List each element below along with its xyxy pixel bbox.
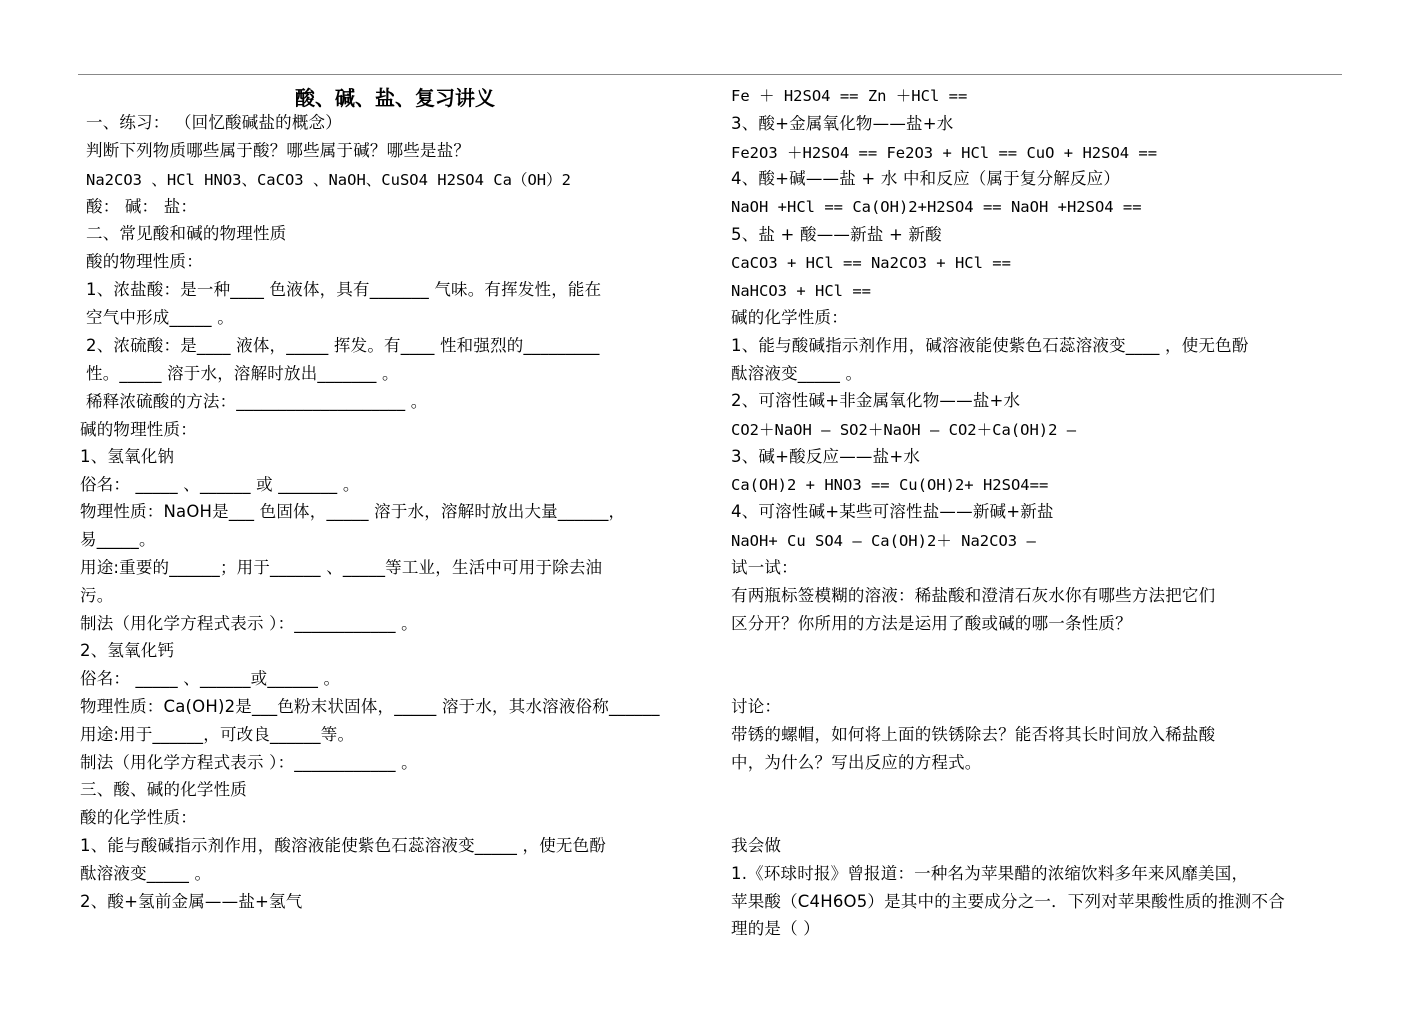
formula-line: NaHCO3 + HCl == (731, 282, 871, 300)
page-title: 酸、碱、盐、复习讲义 (295, 86, 495, 110)
section-heading: 我会做 (731, 836, 782, 855)
top-rule (78, 74, 1342, 75)
text-line: 中，为什么？写出反应的方程式。 (731, 753, 982, 772)
text-line: 空气中形成_____ 。 (86, 308, 234, 327)
text-line: 1、氢氧化钠 (80, 447, 175, 466)
text-line: 一、练习： （回忆酸碱盐的概念） (86, 113, 342, 132)
formula-line: CO2＋NaOH — SO2＋NaOH — CO2＋Ca(OH)2 — (731, 421, 1077, 439)
text-line: 酸的化学性质： (80, 808, 197, 827)
text-line: 苹果酸（C4H6O5）是其中的主要成分之一．下列对苹果酸性质的推测不合 (731, 892, 1285, 911)
text-line: 判断下列物质哪些属于酸？哪些属于碱？哪些是盐？ (86, 141, 471, 160)
formula-line: NaOH+ Cu SO4 — Ca(OH)2＋ Na2CO3 — (731, 532, 1036, 550)
formula-line: Fe2O3 ＋H2SO4 == Fe2O3 + HCl == CuO + H2SO4 == (731, 144, 1158, 162)
text-line: 用途:重要的______；用于______ 、_____等工业，生活中可用于除去油 (80, 558, 603, 577)
text-line: 稀释浓硫酸的方法：____________________ 。 (86, 392, 428, 411)
text-line: 3、酸+金属氧化物——盐+水 (731, 114, 954, 133)
text-line: 酞溶液变_____ 。 (731, 364, 863, 383)
formula-line: NaOH +HCl == Ca(OH)2+H2SO4 == NaOH +H2SO4 == (731, 198, 1142, 216)
formula-line: Fe ＋ H2SO4 == Zn ＋HCl == (731, 87, 968, 105)
formula-line: CaCO3 + HCl == Na2CO3 + HCl == (731, 254, 1011, 272)
text-line: 物理性质：NaOH是___ 色固体，_____ 溶于水，溶解时放出大量______， (80, 502, 626, 521)
text-line: 俗名： _____ 、______ 或 _______ 。 (80, 475, 360, 494)
text-line: 俗名： _____ 、______或______ 。 (80, 669, 341, 688)
text-line: 1、浓盐酸：是一种____ 色液体，具有_______ 气味。有挥发性，能在 (86, 280, 602, 299)
text-line: 3、碱+酸反应——盐+水 (731, 447, 921, 466)
text-line: 1、能与酸碱指示剂作用，酸溶液能使紫色石蕊溶液变_____ ，使无色酚 (80, 836, 606, 855)
text-line: 酸： 碱： 盐： (86, 197, 198, 216)
text-line: 讨论： (731, 697, 782, 716)
text-line: 酞溶液变_____ 。 (80, 864, 212, 883)
text-line: 2、氢氧化钙 (80, 641, 175, 660)
section-heading: 三、酸、碱的化学性质 (80, 780, 247, 799)
text-line: 性。_____ 溶于水，溶解时放出_______ 。 (86, 364, 399, 383)
text-line: 用途:用于______，可改良______等。 (80, 725, 355, 744)
text-line: 1.《环球时报》曾报道：一种名为苹果醋的浓缩饮料多年来风靡美国， (731, 864, 1249, 883)
text-line: 1、能与酸碱指示剂作用，碱溶液能使紫色石蕊溶液变____ ，使无色酚 (731, 336, 1249, 355)
formula-line: Ca(OH)2 + HNO3 == Cu(OH)2+ H2SO4== (731, 476, 1049, 494)
text-line: 带锈的螺帽，如何将上面的铁锈除去？能否将其长时间放入稀盐酸 (731, 725, 1216, 744)
text-line: 制法（用化学方程式表示 ）：____________ 。 (80, 753, 418, 772)
text-line: 4、可溶性碱+某些可溶性盐——新碱+新盐 (731, 502, 1054, 521)
text-line: 制法（用化学方程式表示 ）：____________ 。 (80, 614, 418, 633)
text-line: 易_____。 (80, 530, 156, 549)
text-line: 5、盐 + 酸——新盐 + 新酸 (731, 225, 942, 244)
section-heading: 二、常见酸和碱的物理性质 (86, 224, 287, 243)
text-line: 2、酸+氢前金属——盐+氢气 (80, 892, 303, 911)
text-line: 有两瓶标签模糊的溶液：稀盐酸和澄清石灰水你有哪些方法把它们 (731, 586, 1216, 605)
text-line: 2、可溶性碱+非金属氧化物——盐+水 (731, 391, 1021, 410)
text-line: 2、浓硫酸：是____ 液体，_____ 挥发。有____ 性和强烈的_________ (86, 336, 600, 355)
text-line: 物理性质：Ca(OH)2是___色粉末状固体，_____ 溶于水，其水溶液俗称______ (80, 697, 660, 716)
formula-line: Na2CO3 、HCl HNO3、CaCO3 、NaOH、CuSO4 H2SO4 Ca（OH）2 (86, 171, 571, 189)
text-line: 碱的物理性质： (80, 420, 197, 439)
text-line: 碱的化学性质： (731, 308, 848, 327)
text-line: 酸的物理性质： (86, 252, 203, 271)
text-line: 试一试： (731, 558, 798, 577)
text-line: 区分开？你所用的方法是运用了酸或碱的哪一条性质？ (731, 614, 1132, 633)
text-line: 理的是（ ） (731, 919, 820, 938)
text-line: 污。 (80, 586, 114, 605)
text-line: 4、酸+碱——盐 + 水 中和反应（属于复分解反应） (731, 169, 1121, 188)
